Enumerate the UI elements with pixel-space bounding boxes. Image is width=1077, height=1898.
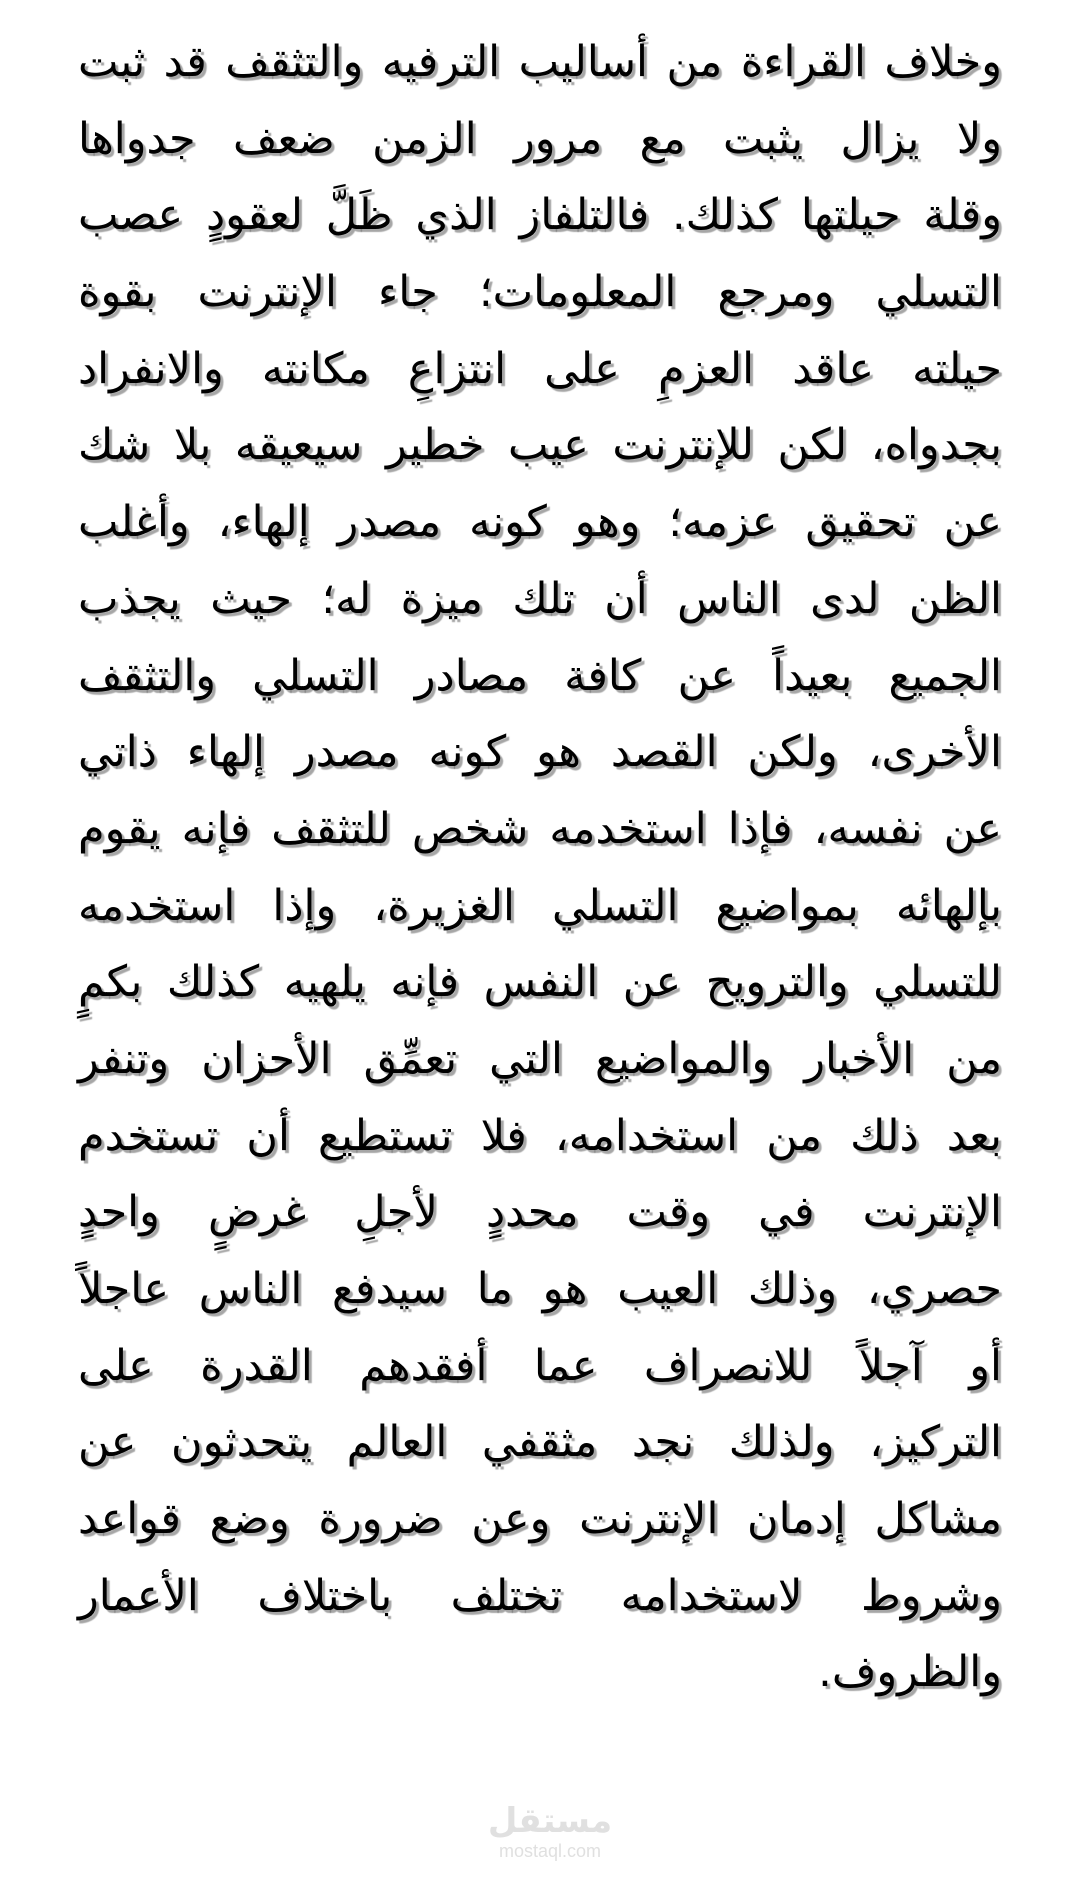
text-line: أو آجلاً للانصراف عما أفقدهم القدرة على [78, 1340, 1002, 1391]
text-line: الأخرى، ولكن القصد هو كونه مصدر إلهاء ذاتي [78, 727, 1002, 778]
text-line: الظن لدى الناس أن تلك ميزة له؛ حيث يجذب [78, 573, 1002, 624]
text-line: حيلته عاقد العزمِ على انتزاعِ مكانته والانفراد [78, 343, 1002, 394]
text-line: بعد ذلك من استخدامه، فلا تستطيع أن تستخدم [78, 1110, 1002, 1161]
text-line: التسلي ومرجع المعلومات؛ جاء الإنترنت بقوة [78, 267, 1002, 318]
text-line: للتسلي والترويح عن النفس فإنه يلهيه كذلك بكمٍ [78, 957, 1002, 1008]
mostaql-watermark [470, 1802, 630, 1862]
text-line: حصري، وذلك العيب هو ما سيدفع الناس عاجلاً [78, 1264, 1002, 1314]
text-line: ولا يزال يثبت مع مرور الزمن ضعف جدواها [78, 113, 1002, 164]
text-line: وشروط لاستخدامه تختلف باختلاف الأعمار [78, 1570, 1002, 1621]
text-line: مشاكل إدمان الإنترنت وعن ضرورة وضع قواعد [78, 1494, 1002, 1545]
text-line: التركيز، ولذلك نجد مثقفي العالم يتحدثون عن [78, 1417, 1002, 1468]
watermark-logo-arabic: مستقل [487, 1801, 613, 1841]
article-body [78, 24, 1002, 1711]
text-line: من الأخبار والمواضيع التي تعمِّق الأحزان وتنفر [78, 1033, 1002, 1084]
text-line: بإلهائه بمواضيع التسلي الغزيرة، وإذا استخدمه [78, 880, 1002, 931]
text-line: وقلة حيلتها كذلك. فالتلفاز الذي ظَلَّ لعقودٍ عصب [78, 190, 1002, 241]
text-line-final: والظروف. [818, 1647, 1002, 1698]
text-line: وخلاف القراءة من أساليب الترفيه والتثقف قد ثبت [78, 37, 1002, 87]
watermark-domain: mostaql.com [498, 1841, 602, 1861]
text-line: بجدواه، لكن للإنترنت عيب خطير سيعيقه بلا شك [78, 420, 1002, 471]
text-line: عن نفسه، فإذا استخدمه شخص للتثقف فإنه يقوم [78, 803, 1002, 854]
text-line: عن تحقيق عزمه؛ وهو كونه مصدر إلهاء، وأغلب [78, 497, 1002, 548]
text-line: الجميع بعيداً عن كافة مصادر التسلي والتثقف [78, 650, 1002, 701]
text-line: الإنترنت في وقت محددٍ لأجلِ غرضٍ واحدٍ [78, 1187, 1002, 1238]
